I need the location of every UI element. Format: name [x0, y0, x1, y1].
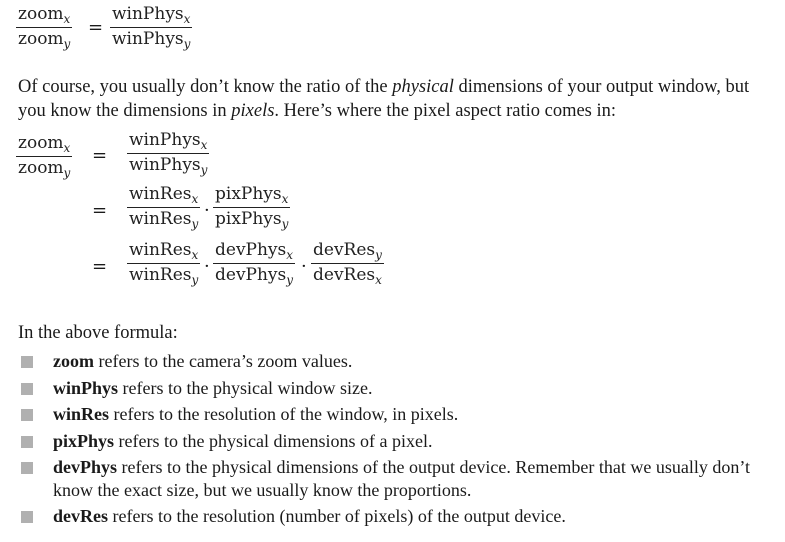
eq2-line2-f2-den: pixPhys — [215, 209, 282, 229]
eq2-line3-f1-num: winRes — [129, 240, 192, 260]
eq1-lhs-num: zoom — [18, 4, 64, 24]
eq2-line1-fraction — [127, 130, 209, 177]
list-item — [18, 456, 783, 501]
eq2-line1-num-sub: x — [200, 138, 208, 152]
paragraph-intro-after: . Here’s where the pixel aspect ratio comes in: — [274, 101, 617, 121]
list-item — [18, 350, 783, 373]
list-term: devRes — [53, 506, 108, 526]
square-bullet-icon — [21, 462, 33, 474]
eq1-rhs-num-sub: x — [183, 12, 191, 26]
eq2-line2-f2-den-sub: y — [281, 217, 289, 231]
eq2-line3-f2-num-sub: x — [286, 248, 294, 262]
eq1-lhs-den: zoom — [18, 29, 64, 49]
eq2-line3-fraction-2 — [213, 240, 295, 287]
eq1-rhs-fraction — [110, 4, 192, 51]
paragraph-intro-before: Of course, you usually don’t know the ratio of the — [18, 77, 393, 97]
list-text: refers to the resolution of the window, in pixels. — [109, 404, 459, 424]
emphasis-physical: physical — [392, 77, 454, 97]
paragraph-formula-intro: In the above formula: — [18, 323, 178, 343]
eq2-line1-den-sub: y — [200, 163, 208, 177]
eq2-line2-f1-num: winRes — [129, 184, 192, 204]
eq2-line3-fraction-3 — [311, 240, 384, 287]
eq2-lhs-num: zoom — [18, 133, 64, 153]
list-item — [18, 430, 783, 453]
eq1-rhs-den-sub: y — [183, 37, 191, 51]
eq1-lhs-den-sub: y — [63, 37, 71, 51]
list-text: refers to the physical window size. — [118, 377, 373, 398]
square-bullet-icon — [21, 436, 33, 448]
list-item — [18, 403, 783, 426]
list-text: refers to the physical dimensions of the output device. Remember that we usually don’t know the exact size, but we usually know the proportions. — [53, 457, 751, 500]
eq2-line3-f3-num-sub: y — [375, 248, 382, 262]
eq2-line2-fraction-2 — [213, 184, 290, 231]
eq2-lhs-den: zoom — [18, 158, 64, 178]
paragraph-intro-middle: dimensions of your output window, but you know the dimensions in — [18, 77, 750, 121]
eq2-line3-dot-1: · — [204, 256, 210, 277]
eq1-lhs-fraction — [16, 4, 72, 51]
eq2-line3-dot-2: · — [301, 256, 307, 277]
eq2-line1-equals: = — [92, 145, 108, 166]
eq1-lhs-num-sub: x — [63, 12, 71, 26]
list-term: pixPhys — [53, 430, 115, 451]
eq2-line2-f1-num-sub: x — [191, 192, 199, 206]
eq2-line3-fraction-1 — [127, 240, 200, 287]
list-term: devPhys — [53, 457, 118, 477]
eq2-line3-f2-num: devPhys — [215, 240, 287, 260]
square-bullet-icon — [21, 383, 33, 395]
square-bullet-icon — [21, 356, 33, 368]
eq2-line3-f3-den-sub: x — [375, 273, 382, 287]
eq2-line2-fraction-1 — [127, 184, 200, 231]
eq2-line1-den: winPhys — [129, 155, 201, 175]
list-text: refers to the camera’s zoom values. — [93, 351, 353, 371]
eq2-line2-f1-den-sub: y — [191, 217, 199, 231]
eq2-lhs-fraction — [16, 133, 72, 180]
square-bullet-icon — [21, 511, 33, 523]
list-item — [18, 377, 783, 400]
square-bullet-icon — [21, 409, 33, 421]
eq2-line3-f3-num: devRes — [313, 240, 376, 260]
eq2-line1-num: winPhys — [129, 130, 201, 150]
eq1-rhs-den: winPhys — [112, 29, 184, 49]
emphasis-pixels: pixels — [231, 101, 275, 121]
eq2-line2-f1-den: winRes — [129, 209, 192, 229]
paragraph-intro — [18, 75, 778, 123]
list-item — [18, 505, 783, 528]
list-text: refers to the resolution (number of pixels) of the output device. — [108, 506, 566, 526]
list-term: winRes — [53, 404, 110, 424]
eq2-lhs-num-sub: x — [63, 141, 71, 155]
eq2-line3-f1-den-sub: y — [191, 273, 199, 287]
eq2-line3-equals: = — [92, 256, 108, 277]
eq1-rhs-num: winPhys — [112, 4, 184, 24]
list-term: winPhys — [53, 377, 119, 398]
eq2-line3-f2-den: devPhys — [215, 265, 287, 285]
list-term: zoom — [53, 351, 94, 371]
eq2-line3-f3-den: devRes — [313, 265, 376, 285]
eq2-line3-f2-den-sub: y — [286, 273, 294, 287]
eq1-equals: = — [88, 17, 104, 38]
eq2-line2-f2-num-sub: x — [281, 192, 289, 206]
eq2-lhs-den-sub: y — [63, 166, 71, 180]
eq2-line2-equals: = — [92, 200, 108, 221]
definition-list — [18, 350, 783, 532]
eq2-line2-dot: · — [204, 200, 210, 221]
list-text: refers to the physical dimensions of a pixel. — [114, 430, 433, 451]
eq2-line2-f2-num: pixPhys — [215, 184, 282, 204]
eq2-line3-f1-num-sub: x — [191, 248, 199, 262]
eq2-line3-f1-den: winRes — [129, 265, 192, 285]
